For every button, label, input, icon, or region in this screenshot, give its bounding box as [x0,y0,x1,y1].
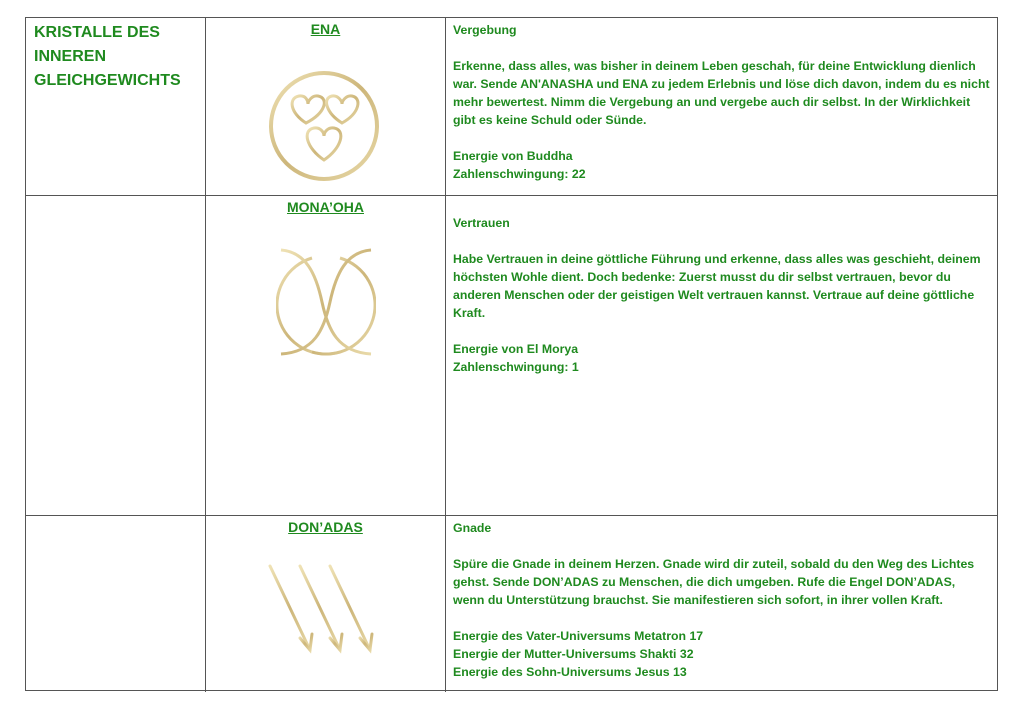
symbol-cell [206,18,446,195]
hearts-in-circle-icon [266,68,382,184]
energy-line: Energie des Sohn-Universums Jesus 13 [453,665,687,679]
interlocking-circles-icon [276,244,376,362]
energy-line: Energie von El Morya [453,342,579,356]
crystal-table [25,17,998,691]
crystal-name: DON’ADAS [288,519,363,535]
number-vibration: Zahlenschwingung: 22 [453,167,586,181]
crystal-description: Erkenne, dass alles, was bisher in deinem Leben geschah, für deine Entwicklung dienlich war. Sende AN'ANASHA und ENA zu jedem Erlebnis und löse dich davon, indem du es nicht mehr bewertest. Nimm die Vergebung an und vergebe auch dir selbst. In der Wirklichkeit gibt es keine Schuld oder Sünde. [453,59,990,127]
crystal-name: MONA’OHA [287,199,364,215]
description-cell [446,196,997,515]
energy-line: Energie der Mutter-Universums Shakti 32 [453,647,694,661]
crystal-name: ENA [310,21,341,37]
crystal-heading: Vergebung [453,23,517,37]
number-vibration: Zahlenschwingung: 1 [453,360,579,374]
table-row-donadas [26,516,997,692]
empty-cell [26,516,206,692]
crystal-description: Habe Vertrauen in deine göttliche Führung und erkenne, dass alles was geschieht, deinem höchsten Wohle dient. Doch bedenke: Zuerst musst du dir selbst vertrauen, bevor du anderen Menschen oder der geistigen Welt vertrauen kannst. Vertraue auf deine göttliche Kraft. [453,252,981,320]
crystal-heading: Vertrauen [453,216,510,230]
energy-line: Energie des Vater-Universums Metatron 17 [453,629,704,643]
description-cell [446,516,997,692]
empty-cell [26,196,206,515]
description-cell [446,18,997,195]
symbol-cell [206,516,446,692]
crystal-description: Spüre die Gnade in deinem Herzen. Gnade wird dir zuteil, sobald du den Weg des Lichtes gehst. Sende DON’ADAS zu Menschen, die dich umgeben. Rufe die Engel DON’ADAS, wenn du Unterstützung brauchst. Sie manifestieren sich sofort, in ihrer vollen Kraft. [453,557,975,607]
page-title: KRISTALLE DES INNEREN GLEICHGEWICHTS [34,24,181,89]
title-cell [26,18,206,195]
crystal-heading: Gnade [453,521,492,535]
energy-line: Energie von Buddha [453,149,573,163]
symbol-cell [206,196,446,515]
table-row-ena [26,18,997,196]
three-arrows-icon [266,562,390,658]
table-row-monaoha [26,196,997,516]
